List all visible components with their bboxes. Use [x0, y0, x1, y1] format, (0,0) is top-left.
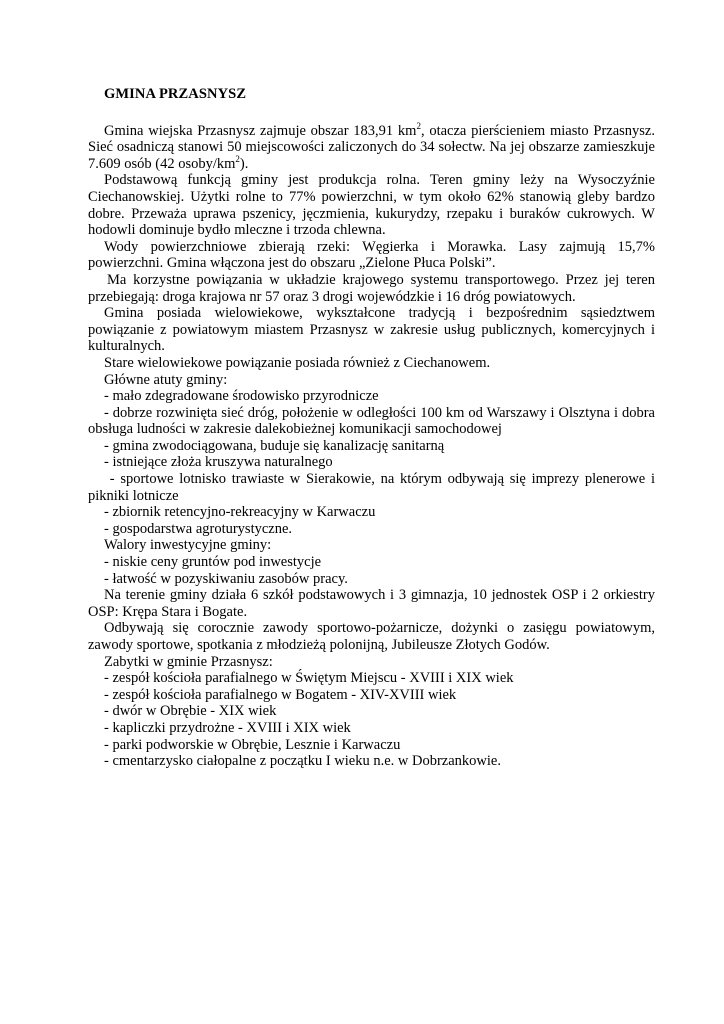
list-item: - gmina zwodociągowana, buduje się kanalizację sanitarną: [104, 437, 445, 454]
list-item: - zespół kościoła parafialnego w Bogatem - XIV-XVIII wiek: [104, 686, 457, 703]
superscript-2: 2: [416, 120, 421, 131]
list-item: - gospodarstwa agroturystyczne.: [104, 520, 293, 537]
list-item: - sportowe lotnisko trawiaste w Sierakowie, na którym odbywają się imprezy plenerowe i pikniki lotnicze: [88, 471, 659, 504]
list-item: - kapliczki przydrożne - XVIII i XIX wiek: [104, 719, 351, 736]
paragraph-connections: Gmina posiada wielowiekowe, wykształcone tradycją i bezpośrednim sąsiedztwem powiązanie z powiatowym miastem Przasnysz w zakresie usług publicznych, komercyjnych i kulturalnych.: [88, 305, 655, 355]
superscript-2-density: 2: [235, 153, 240, 164]
paragraph-transport: Ma korzystne powiązania w układzie krajowego systemu transportowego. Przez jej teren przebiegają: droga krajowa nr 57 oraz 3 drogi wojewódzkie i 16 dróg powiatowych.: [88, 271, 655, 305]
paragraph-waters: Wody powierzchniowe zbierają rzeki: Węgierka i Morawka. Lasy zajmują 15,7% powierzchni. Gmina włączona jest do obszaru „Zielone Płuca Polski”.: [88, 238, 655, 272]
list-item: - zespół kościoła parafialnego w Świętym Miejscu - XVIII i XIX wiek: [104, 670, 514, 687]
document-title: GMINA PRZASNYSZ: [104, 86, 247, 102]
paragraph-area: [88, 120, 655, 173]
zabytki-heading: Zabytki w gminie Przasnysz:: [104, 653, 273, 670]
list-item: - dwór w Obrębie - XIX wiek: [104, 703, 277, 720]
paragraph-events: Odbywają się corocznie zawody sportowo-pożarnicze, dożynki o zasięgu powiatowym, zawody sportowe, spotkania z młodzieżą polonijną, Jubileusze Złotych Godów.: [88, 620, 655, 653]
text-area-part3: ).: [239, 155, 249, 172]
list-item: - dobrze rozwinięta sieć dróg, położenie w odległości 100 km od Warszawy i Olsztyna i dobra obsługa ludności w zakresie dalekobieżnej komunikacji samochodowej: [88, 404, 655, 438]
list-item: - niskie ceny gruntów pod inwestycje: [104, 554, 322, 571]
document-page: [88, 86, 659, 770]
walory-heading: Walory inwestycyjne gminy:: [104, 537, 272, 554]
list-item: - zbiornik retencyjno-rekreacyjny w Karwaczu: [104, 504, 376, 521]
paragraph-ciechanow: Stare wielowiekowe powiązanie posiada również z Ciechanowem.: [104, 354, 491, 371]
list-item: - cmentarzysko ciałopalne z początku I wieku n.e. w Dobrzankowie.: [104, 753, 501, 770]
list-item: - łatwość w pozyskiwaniu zasobów pracy.: [104, 570, 348, 587]
paragraph-schools: Na terenie gminy działa 6 szkół podstawowych i 3 gimnazja, 10 jednostek OSP i 2 orkiestry OSP: Krępa Stara i Bogate.: [88, 587, 655, 620]
atuty-heading: Główne atuty gminy:: [104, 371, 228, 388]
list-item: - parki podworskie w Obrębie, Lesznie i Karwaczu: [104, 736, 401, 753]
list-item: - istniejące złoża kruszywa naturalnego: [104, 454, 333, 471]
paragraph-agriculture: Podstawową funkcją gminy jest produkcja rolna. Teren gminy leży na Wysoczyźnie Ciechanowskiej. Użytki rolne to 77% powierzchni, w tym około 62% stanowią gleby bardzo dobre. Przeważa uprawa pszenicy, jęczmienia, kukurydzy, rzepaku i buraków cukrowych. W hodowli dominuje bydło mleczne i trzoda chlewna.: [88, 172, 655, 239]
text-area-part2: , otacza pierścieniem miasto Przasnysz. Sieć osadniczą stanowi 50 miejscowości zaliczonych do 34 sołectw. Na jej obszarze zamieszkuje 7.609 osób (42 osoby/km: [88, 122, 655, 172]
text-area-part1: Gmina wiejska Przasnysz zajmuje obszar 183,91 km: [104, 122, 417, 139]
list-item: - mało zdegradowane środowisko przyrodnicze: [104, 388, 379, 405]
